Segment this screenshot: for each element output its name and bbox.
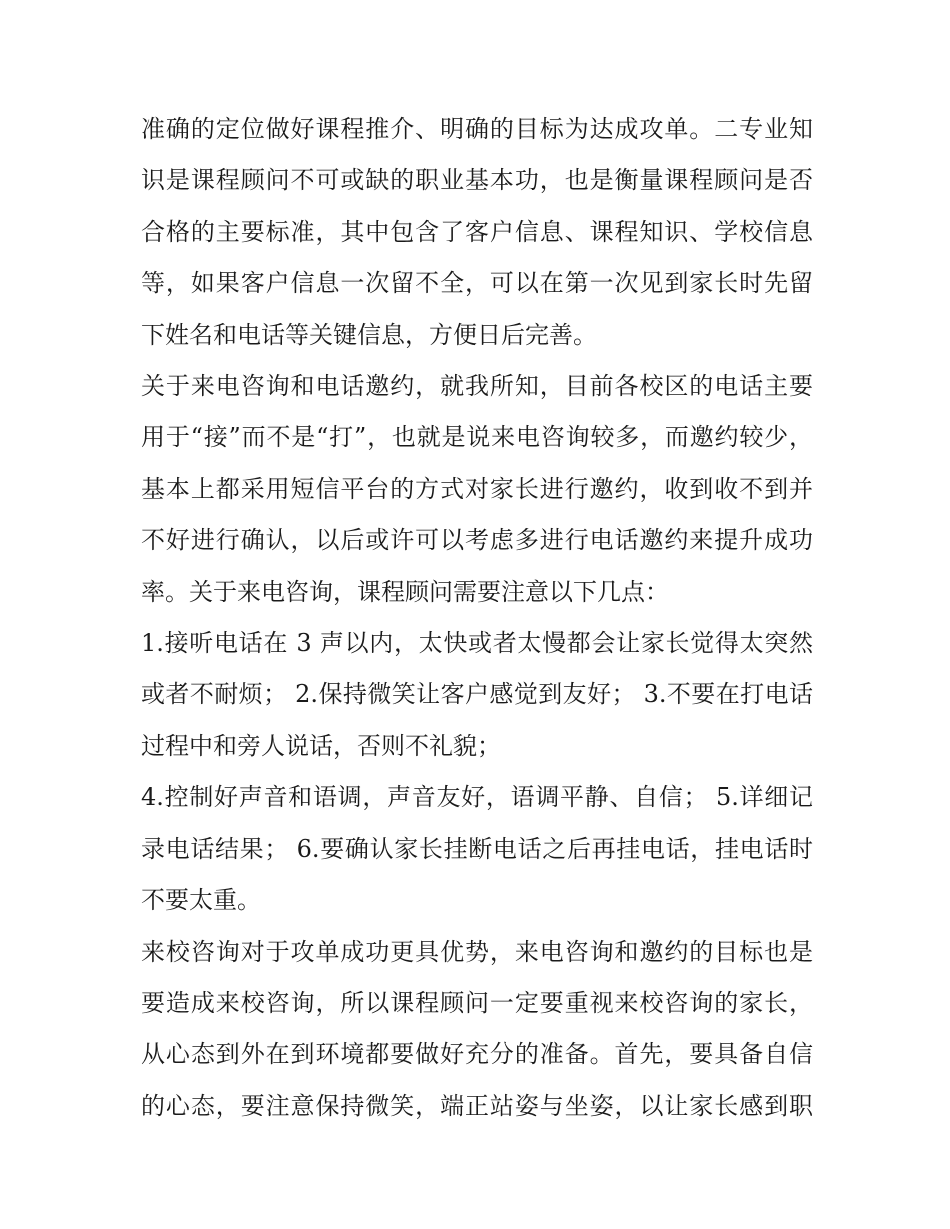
paragraph-phone-tips-1-3 xyxy=(141,618,813,772)
text-line: 来校咨询对于攻单成功更具优势，来电咨询和邀约的目标也是 xyxy=(141,937,813,966)
text-line: 过程中和旁人说话，否则不礼貌； xyxy=(141,731,501,760)
text-line: 从心态到外在到环境都要做好充分的准备。首先，要具备自信 xyxy=(141,1040,813,1069)
paragraph-course-knowledge xyxy=(141,104,813,361)
text-line: 关于来电咨询和电话邀约，就我所知，目前各校区的电话主要 xyxy=(141,372,813,401)
paragraph-phone-tips-4-6 xyxy=(141,772,813,926)
text-line: 合格的主要标准，其中包含了客户信息、课程知识、学校信息 xyxy=(141,217,813,246)
text-line: 识是课程顾问不可或缺的职业基本功，也是衡量课程顾问是否 xyxy=(141,166,813,195)
text-line: 4.控制好声音和语调，声音友好，语调平静、自信； 5.详细记 xyxy=(141,783,813,812)
paragraph-phone-inquiry xyxy=(141,361,813,618)
document-body xyxy=(141,104,813,1132)
text-line: 等，如果客户信息一次留不全，可以在第一次见到家长时先留 xyxy=(141,269,813,298)
text-line: 下姓名和电话等关键信息，方便日后完善。 xyxy=(141,320,597,349)
text-line: 不好进行确认，以后或许可以考虑多进行电话邀约来提升成功 xyxy=(141,526,813,555)
text-line: 基本上都采用短信平台的方式对家长进行邀约，收到收不到并 xyxy=(141,474,813,503)
text-line: 1.接听电话在 3 声以内，太快或者太慢都会让家长觉得太突然 xyxy=(141,629,813,658)
text-line: 的心态，要注意保持微笑，端正站姿与坐姿，以让家长感到职 xyxy=(141,1091,813,1120)
text-line: 用于“接”而不是“打”，也就是说来电咨询较多，而邀约较少， xyxy=(141,423,813,452)
text-line: 录电话结果； 6.要确认家长挂断电话之后再挂电话，挂电话时 xyxy=(141,834,813,863)
text-line: 准确的定位做好课程推介、明确的目标为达成攻单。二专业知 xyxy=(141,115,813,143)
text-line: 率。关于来电咨询，课程顾问需要注意以下几点： xyxy=(141,577,669,606)
text-line: 不要太重。 xyxy=(141,886,261,915)
text-line: 或者不耐烦； 2.保持微笑让客户感觉到友好； 3.不要在打电话 xyxy=(141,680,813,709)
paragraph-campus-visit xyxy=(141,927,813,1133)
text-line: 要造成来校咨询，所以课程顾问一定要重视来校咨询的家长， xyxy=(141,988,813,1017)
